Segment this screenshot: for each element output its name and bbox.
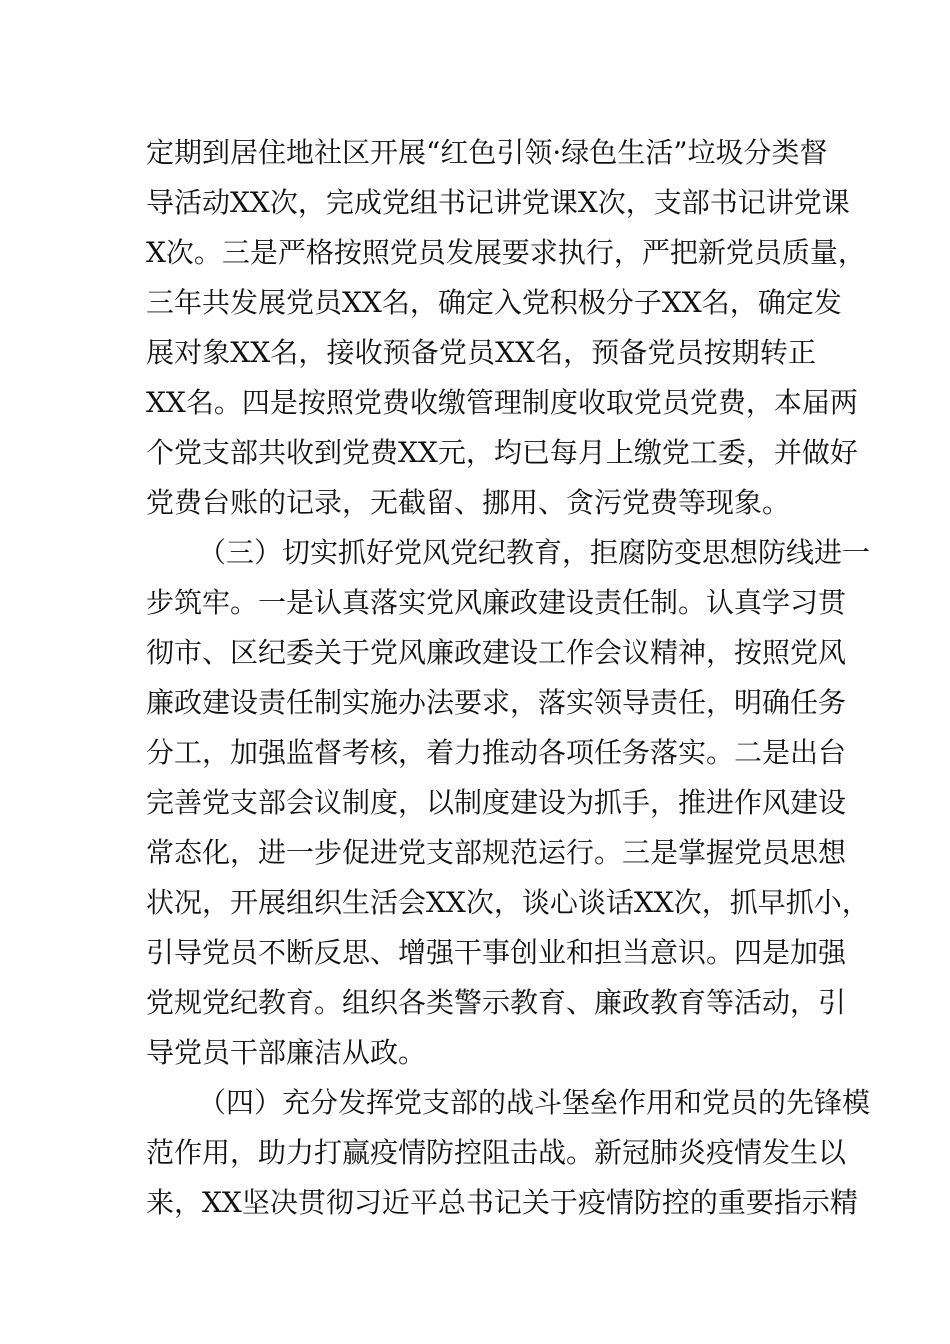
text-line: 导活动XX次，完成党组书记讲党课X次，支部书记讲党课 [146, 186, 850, 219]
text-line: 廉政建设责任制实施办法要求，落实领导责任，明确任务 [146, 686, 847, 719]
section-heading-line: （四）充分发挥党支部的战斗堡垒作用和党员的先锋模 [198, 1086, 871, 1119]
text-line: 步筑牢。一是认真落实党风廉政建设责任制。认真学习贯 [146, 586, 847, 619]
text-line: 常态化，进一步促进党支部规范运行。三是掌握党员思想 [146, 836, 847, 869]
text-line: 定期到居住地社区开展“红色引领·绿色生活”垃圾分类督 [146, 136, 828, 169]
text-line: 范作用，助力打赢疫情防控阻击战。新冠肺炎疫情发生以 [146, 1136, 847, 1169]
text-line: 个党支部共收到党费XX元，均已每月上缴党工委，并做好 [146, 436, 858, 469]
text-line: 状况，开展组织生活会XX次，谈心谈话XX次，抓早抓小， [146, 886, 870, 919]
text-line: 三年共发展党员XX名，确定入党积极分子XX名，确定发 [146, 286, 842, 319]
section-heading-line: （三）切实抓好党风党纪教育，拒腐防变思想防线进一 [198, 536, 871, 569]
text-line: XX名。四是按照党费收缴管理制度收取党员党费，本届两 [146, 386, 858, 419]
text-line: 引导党员不断反思、增强干事创业和担当意识。四是加强 [146, 936, 847, 969]
text-line: 完善党支部会议制度，以制度建设为抓手，推进作风建设 [146, 786, 847, 819]
body-text [146, 128, 871, 1228]
text-line: 导党员干部廉洁从政。 [146, 1036, 427, 1069]
text-line: 来，XX坚决贯彻习近平总书记关于疫情防控的重要指示精 [146, 1186, 858, 1219]
text-line: 彻市、区纪委关于党风廉政建设工作会议精神，按照党风 [146, 636, 847, 669]
text-line: X次。三是严格按照党员发展要求执行，严把新党员质量， [146, 236, 866, 269]
text-line: 党费台账的记录，无截留、挪用、贪污党费等现象。 [146, 486, 791, 519]
text-line: 分工，加强监督考核，着力推动各项任务落实。二是出台 [146, 736, 847, 769]
text-line: 展对象XX名，接收预备党员XX名，预备党员按期转正 [146, 336, 816, 369]
text-line: 党规党纪教育。组织各类警示教育、廉政教育等活动，引 [146, 986, 847, 1019]
